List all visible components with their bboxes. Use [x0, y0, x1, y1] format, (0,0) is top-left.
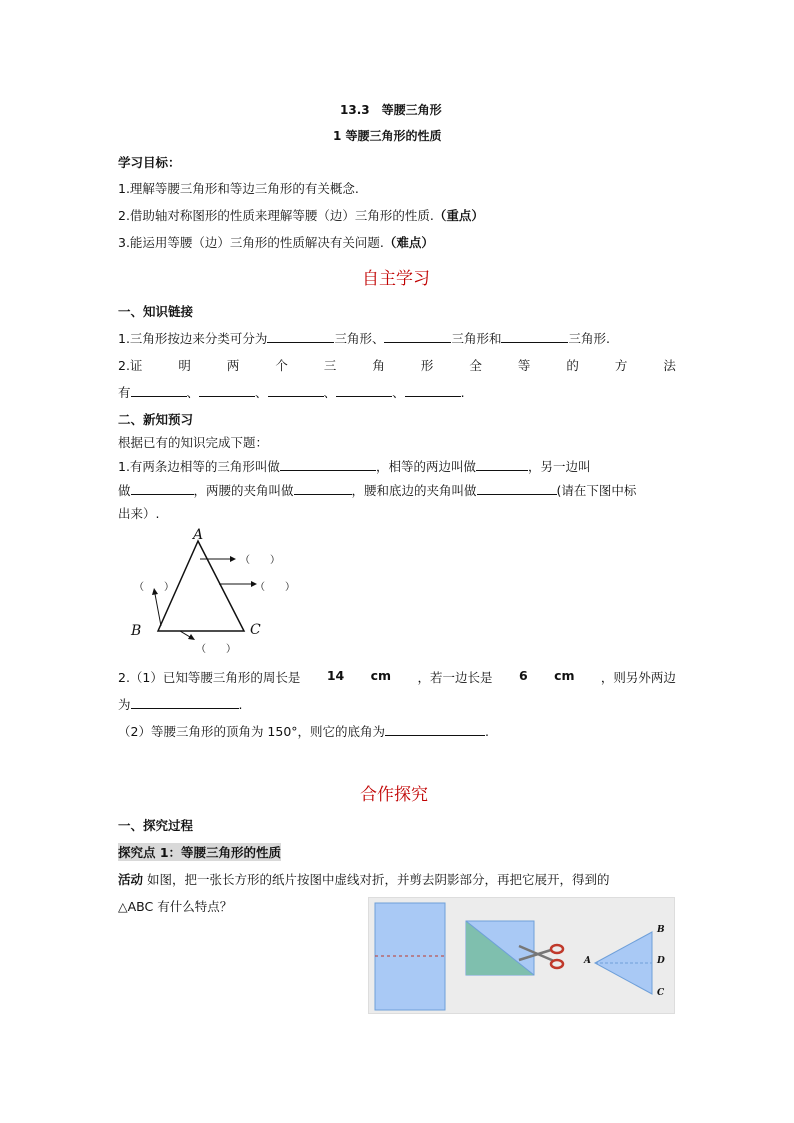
- preview-q1-line2: 做 ，两腰的夹角叫做 ，腰和底边的夹角叫做 (请在下图中标: [118, 483, 637, 498]
- chapter-title: 13.3 等腰三角形: [340, 103, 442, 117]
- preview-q1-line3: 出来）.: [118, 506, 160, 521]
- vertex-c-label: C: [250, 622, 261, 638]
- base-paren: （ ）: [196, 644, 236, 655]
- preview-q2-line2: 为 .: [118, 697, 243, 712]
- paper-label-d: D: [657, 956, 665, 966]
- explore-point-1: 探究点 1：等腰三角形的性质: [118, 845, 282, 860]
- explore-heading: 一、探究过程: [118, 818, 194, 833]
- preview-q2-line1: 2.（1）已知等腰三角形的周长是 14 cm ，若一边长是 6 cm ，则另外两边: [118, 668, 676, 685]
- part1-title: 自主学习: [362, 269, 430, 289]
- result-triangle: [595, 932, 652, 994]
- base-arrow: [180, 631, 190, 637]
- section-title: 1 等腰三角形的性质: [333, 129, 442, 143]
- paper-label-a: A: [584, 956, 591, 966]
- question-2-line2: 有 、 、 、 、 .: [118, 385, 465, 400]
- preview-q3: （2）等腰三角形的顶角为 150°，则它的底角为 .: [118, 724, 490, 739]
- paper-label-b: B: [657, 925, 665, 935]
- preview-intro: 根据已有的知识完成下题：: [118, 435, 269, 450]
- vertex-a-label: A: [193, 527, 204, 543]
- paper-folding-figure: [368, 897, 675, 1014]
- objective-1: 1.理解等腰三角形和等边三角形的有关概念.: [118, 181, 359, 196]
- part2-title: 合作探究: [360, 785, 428, 805]
- activity-line2: △ABC 有什么特点？: [118, 899, 233, 914]
- s2-heading: 二、新知预习: [118, 412, 194, 427]
- paper-folding-svg: [369, 898, 674, 1013]
- objective-3: 3.能运用等腰（边）三角形的性质解决有关问题.（难点）: [118, 235, 434, 250]
- s1-heading: 一、知识链接: [118, 304, 194, 319]
- unfolded-paper: [375, 903, 445, 1010]
- activity-line1: 活动 如图，把一张长方形的纸片按图中虚线对折，并剪去阴影部分，再把它展开，得到的: [118, 872, 610, 887]
- question-1: 1.三角形按边来分类可分为 三角形、 三角形和 三角形.: [118, 331, 610, 346]
- vertex-b-label: B: [131, 623, 142, 639]
- base-angle-paren: （ ）: [134, 582, 174, 593]
- base-angle-arrow: [155, 594, 161, 626]
- objectives-heading: 学习目标：: [118, 155, 181, 170]
- paper-label-c: C: [657, 988, 665, 998]
- question-2-line1: 2.证 明 两 个 三 角 形 全 等 的 方 法: [118, 358, 676, 373]
- apex-paren: （ ）: [240, 555, 280, 566]
- objective-2: 2.借助轴对称图形的性质来理解等腰（边）三角形的性质.（重点）: [118, 208, 484, 223]
- preview-q1-line1: 1.有两条边相等的三角形叫做 ，相等的两边叫做 ，另一边叫: [118, 459, 591, 474]
- leg-paren: （ ）: [255, 582, 295, 593]
